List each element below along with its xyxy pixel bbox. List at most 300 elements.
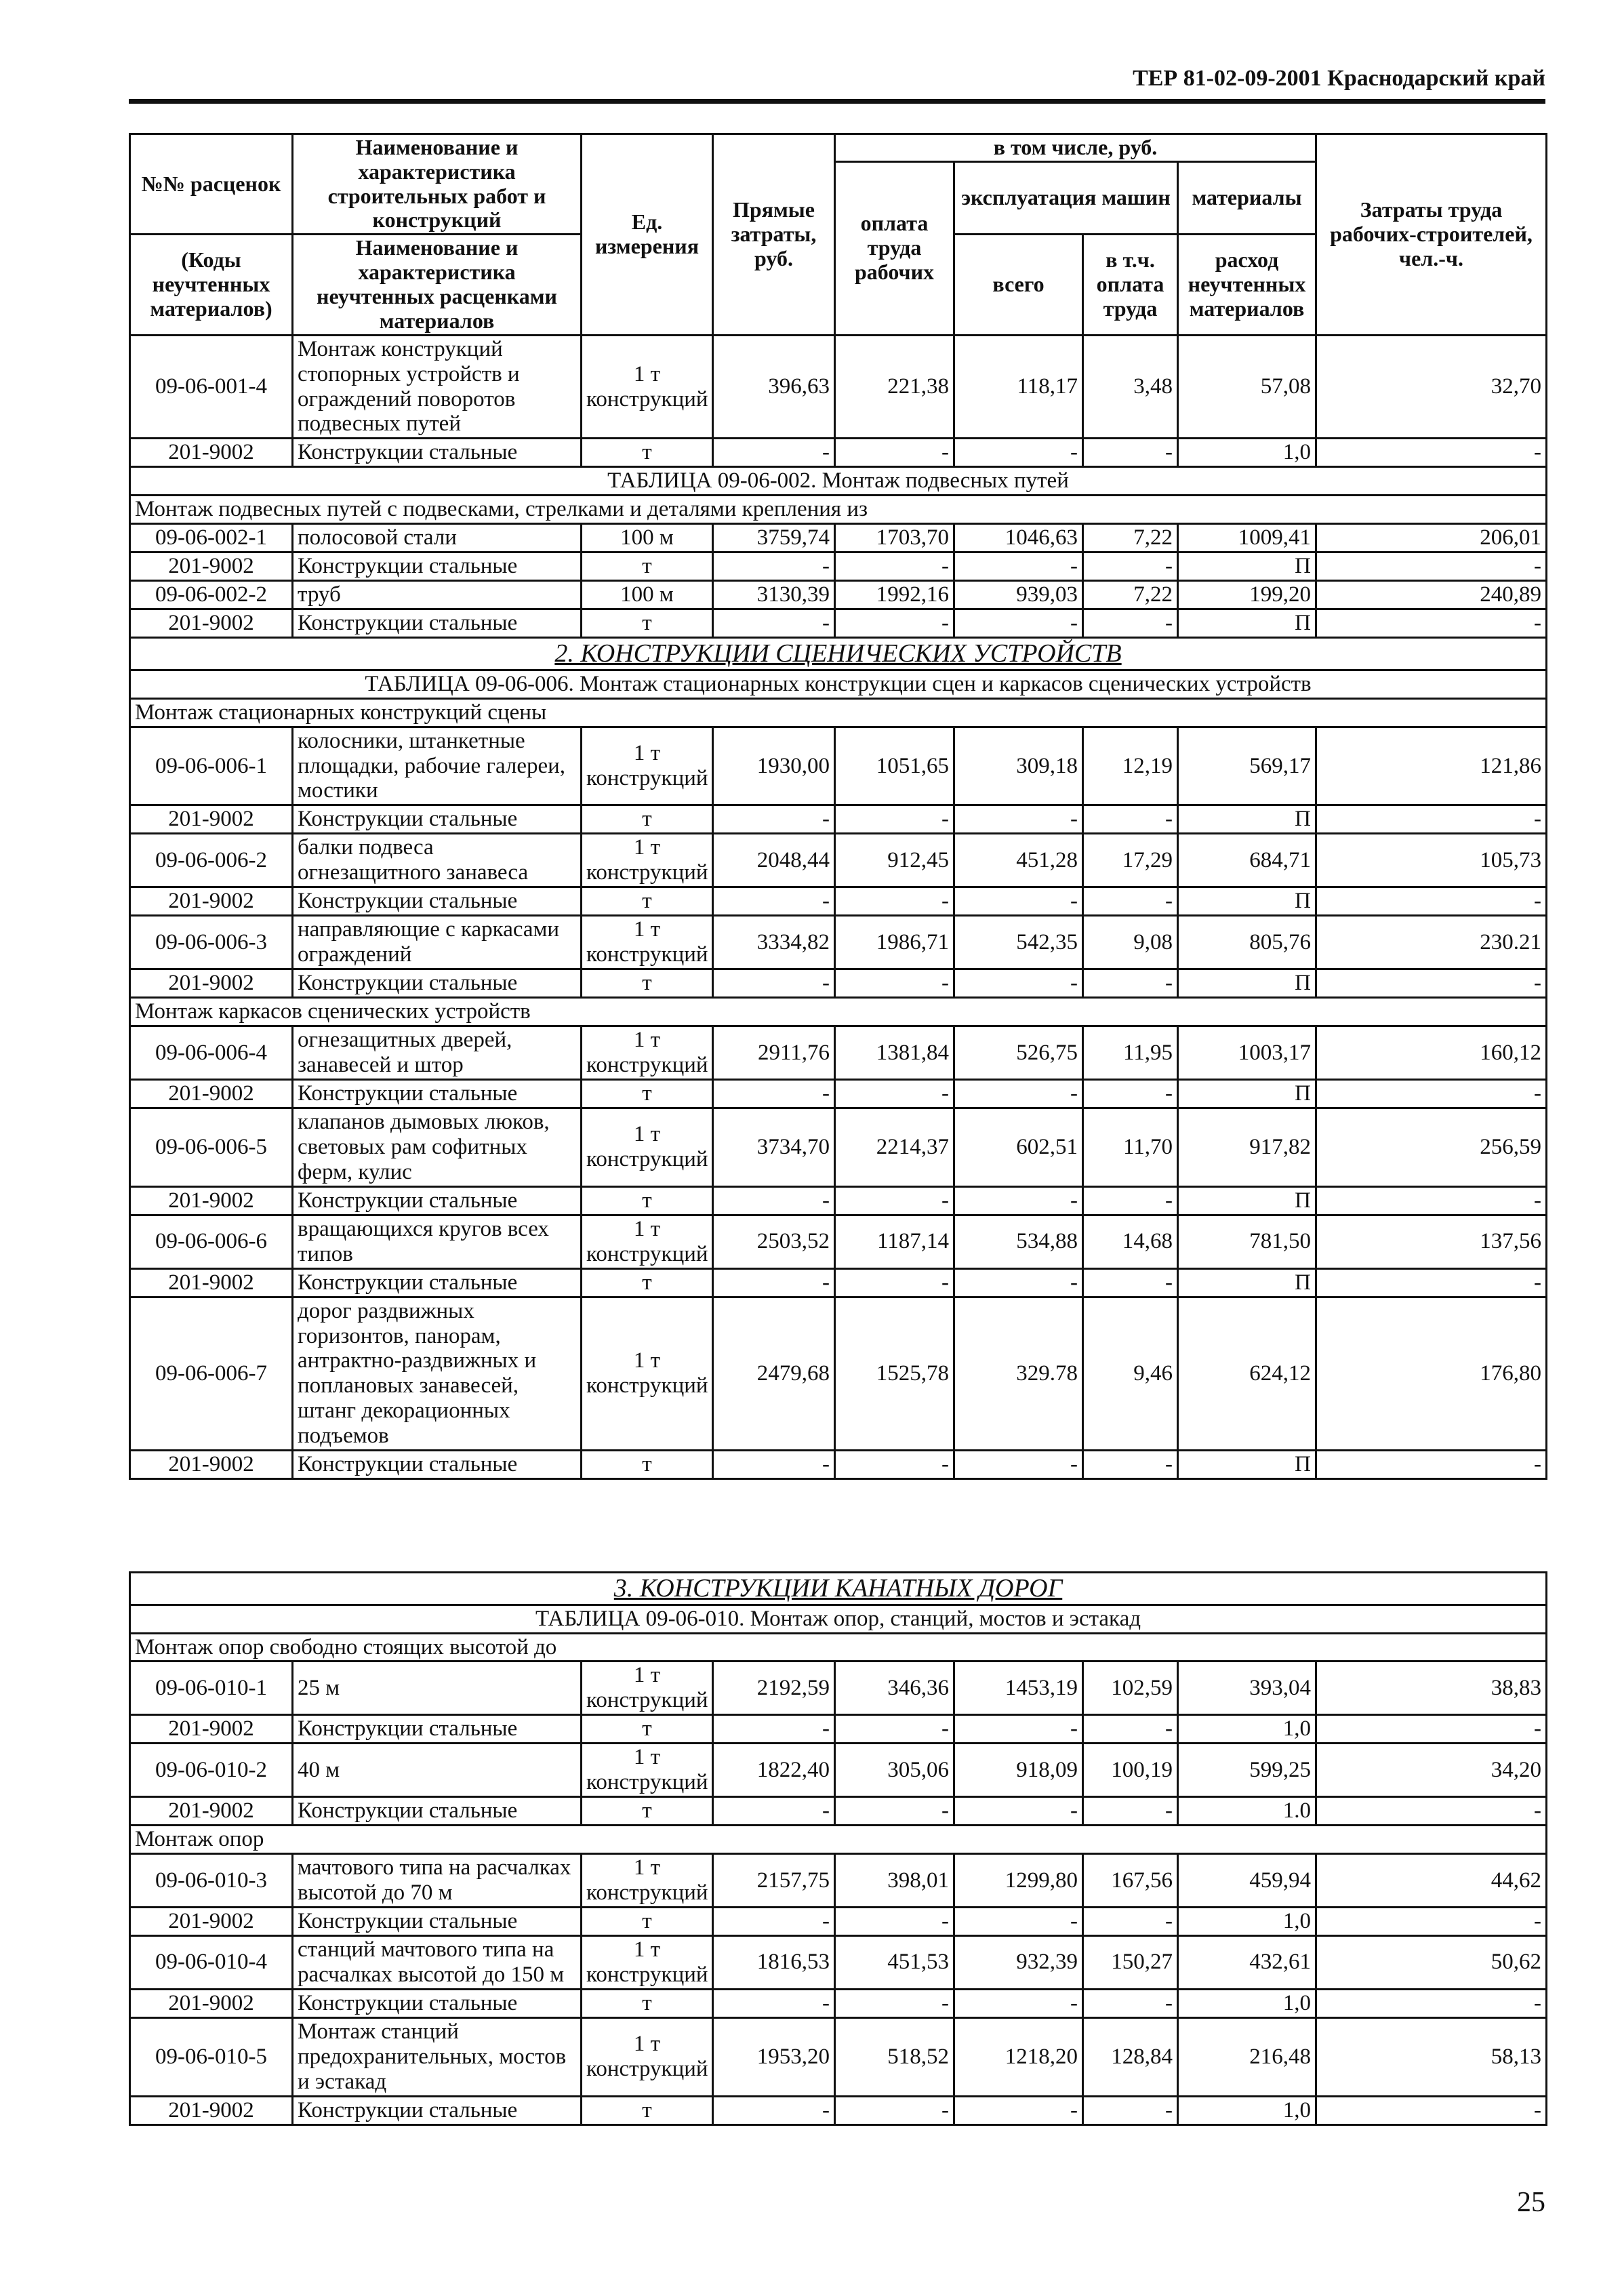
work-name-cell: 40 м	[293, 1744, 582, 1797]
machines-total-cell: -	[954, 439, 1083, 467]
wages-cell: 912,45	[835, 834, 954, 887]
machines-wages-cell: -	[1083, 1989, 1178, 2017]
unit-cell: т	[582, 1451, 713, 1479]
labor-cell: -	[1316, 552, 1547, 581]
work-name-cell: Монтаж конструкций стопорных устройств и ограждений поворотов подвесных путей	[293, 335, 582, 439]
table-row	[130, 1186, 1547, 1215]
table-row	[130, 1268, 1547, 1297]
wages-cell: -	[835, 1797, 954, 1826]
table-title-row	[130, 467, 1547, 496]
labor-cell: -	[1316, 1989, 1547, 2017]
machines-total-cell: 602,51	[954, 1108, 1083, 1186]
section-title: 2. КОНСТРУКЦИИ СЦЕНИЧЕСКИХ УСТРОЙСТВ	[130, 638, 1547, 670]
table-title-row	[130, 670, 1547, 698]
unit-cell: т	[582, 1908, 713, 1936]
work-name-cell: труб	[293, 581, 582, 609]
col-code-header: №№ расценок	[130, 134, 293, 235]
col-wages-header: оплата труда рабочих	[835, 161, 954, 335]
direct-cost-cell: -	[713, 1715, 835, 1744]
machines-total-cell: 1453,19	[954, 1661, 1083, 1715]
direct-cost-cell: -	[713, 887, 835, 916]
unit-cell: 1 т конструкций	[582, 1744, 713, 1797]
labor-cell: 176,80	[1316, 1297, 1547, 1451]
materials-cell: 57,08	[1178, 335, 1316, 439]
rates-table-main	[129, 133, 1547, 1480]
labor-cell: 32,70	[1316, 335, 1547, 439]
rate-code-cell: 09-06-010-3	[130, 1854, 293, 1908]
rate-code-cell: 201-9002	[130, 969, 293, 998]
labor-cell: -	[1316, 439, 1547, 467]
materials-cell: 1,0	[1178, 439, 1316, 467]
rate-code-cell: 201-9002	[130, 439, 293, 467]
col-materials-subheader: расход неучтенных материалов	[1178, 235, 1316, 335]
wages-cell: 1986,71	[835, 916, 954, 969]
machines-wages-cell: 12,19	[1083, 727, 1178, 805]
labor-cell: -	[1316, 969, 1547, 998]
machines-wages-cell: -	[1083, 2096, 1178, 2124]
labor-cell: 50,62	[1316, 1935, 1547, 1989]
materials-cell: 684,71	[1178, 834, 1316, 887]
wages-cell: -	[835, 1268, 954, 1297]
unit-cell: 1 т конструкций	[582, 1854, 713, 1908]
machines-total-cell: -	[954, 1715, 1083, 1744]
table-title-row	[130, 1605, 1547, 1633]
work-name-cell: Конструкции стальные	[293, 1268, 582, 1297]
machines-wages-cell: 9,08	[1083, 916, 1178, 969]
direct-cost-cell: 3334,82	[713, 916, 835, 969]
subgroup-title-row	[130, 698, 1547, 727]
table-row	[130, 1854, 1547, 1908]
table-row	[130, 1797, 1547, 1826]
direct-cost-cell: 2157,75	[713, 1854, 835, 1908]
work-name-cell: Конструкции стальные	[293, 1451, 582, 1479]
work-name-cell: вращающихся кругов всех типов	[293, 1215, 582, 1268]
table-title: ТАБЛИЦА 09-06-002. Монтаж подвесных путей	[130, 467, 1547, 496]
table-row	[130, 609, 1547, 638]
materials-cell: П	[1178, 1186, 1316, 1215]
wages-cell: -	[835, 552, 954, 581]
table-row	[130, 1215, 1547, 1268]
wages-cell: -	[835, 2096, 954, 2124]
machines-wages-cell: -	[1083, 1797, 1178, 1826]
labor-cell: 230.21	[1316, 916, 1547, 969]
labor-cell: -	[1316, 1908, 1547, 1936]
section-title: 3. КОНСТРУКЦИИ КАНАТНЫХ ДОРОГ	[130, 1573, 1547, 1605]
unit-cell: т	[582, 1715, 713, 1744]
labor-cell: 256,59	[1316, 1108, 1547, 1186]
direct-cost-cell: -	[713, 439, 835, 467]
work-name-cell: Конструкции стальные	[293, 1797, 582, 1826]
machines-total-cell: -	[954, 1079, 1083, 1108]
table-row	[130, 916, 1547, 969]
machines-wages-cell: 9,46	[1083, 1297, 1178, 1451]
work-name-cell: Конструкции стальные	[293, 1989, 582, 2017]
materials-cell: 1,0	[1178, 1908, 1316, 1936]
subgroup-title-row	[130, 1633, 1547, 1661]
wages-cell: 398,01	[835, 1854, 954, 1908]
table-row	[130, 1108, 1547, 1186]
unit-cell: т	[582, 609, 713, 638]
work-name-cell: Конструкции стальные	[293, 887, 582, 916]
wages-cell: -	[835, 609, 954, 638]
materials-cell: 1,0	[1178, 1989, 1316, 2017]
machines-total-cell: -	[954, 1908, 1083, 1936]
wages-cell: 1187,14	[835, 1215, 954, 1268]
direct-cost-cell: -	[713, 969, 835, 998]
direct-cost-cell: 2479,68	[713, 1297, 835, 1451]
col-machines-total-header: всего	[954, 235, 1083, 335]
section-title-row	[130, 1573, 1547, 1605]
machines-total-cell: -	[954, 2096, 1083, 2124]
work-name-cell: балки подвеса огнезащитного занавеса	[293, 834, 582, 887]
work-name-cell: Конструкции стальные	[293, 1186, 582, 1215]
wages-cell: 1992,16	[835, 581, 954, 609]
wages-cell: 1051,65	[835, 727, 954, 805]
unit-cell: 1 т конструкций	[582, 1026, 713, 1080]
rate-code-cell: 09-06-006-1	[130, 727, 293, 805]
labor-cell: -	[1316, 2096, 1547, 2124]
labor-cell: 206,01	[1316, 524, 1547, 552]
labor-cell: 240,89	[1316, 581, 1547, 609]
machines-total-cell: -	[954, 552, 1083, 581]
labor-cell: -	[1316, 1797, 1547, 1826]
table-row	[130, 1661, 1547, 1715]
col-unit-header: Ед. измерения	[582, 134, 713, 336]
work-name-cell: Монтаж станций предохранительных, мостов и эстакад	[293, 2017, 582, 2096]
work-name-cell: огнезащитных дверей, занавесей и штор	[293, 1026, 582, 1080]
materials-cell: 1.0	[1178, 1797, 1316, 1826]
rate-code-cell: 09-06-010-2	[130, 1744, 293, 1797]
direct-cost-cell: 1953,20	[713, 2017, 835, 2096]
wages-cell: 1703,70	[835, 524, 954, 552]
unit-cell: 1 т конструкций	[582, 335, 713, 439]
machines-wages-cell: 3,48	[1083, 335, 1178, 439]
materials-cell: П	[1178, 552, 1316, 581]
rate-code-cell: 201-9002	[130, 1989, 293, 2017]
machines-wages-cell: 167,56	[1083, 1854, 1178, 1908]
rate-code-cell: 201-9002	[130, 1908, 293, 1936]
machines-total-cell: 932,39	[954, 1935, 1083, 1989]
rate-code-cell: 201-9002	[130, 1715, 293, 1744]
labor-cell: -	[1316, 887, 1547, 916]
labor-cell: -	[1316, 1451, 1547, 1479]
work-name-cell: Конструкции стальные	[293, 2096, 582, 2124]
materials-cell: 781,50	[1178, 1215, 1316, 1268]
subgroup-title: Монтаж каркасов сценических устройств	[130, 998, 1547, 1026]
machines-total-cell: -	[954, 1186, 1083, 1215]
materials-cell: 393,04	[1178, 1661, 1316, 1715]
machines-total-cell: 534,88	[954, 1215, 1083, 1268]
table-title: ТАБЛИЦА 09-06-006. Монтаж стационарных конструкции сцен и каркасов сценических устройств	[130, 670, 1547, 698]
unit-cell: 1 т конструкций	[582, 1661, 713, 1715]
machines-wages-cell: 14,68	[1083, 1215, 1178, 1268]
unit-cell: т	[582, 439, 713, 467]
work-name-cell: Конструкции стальные	[293, 1715, 582, 1744]
materials-cell: 1003,17	[1178, 1026, 1316, 1080]
rate-code-cell: 09-06-006-6	[130, 1215, 293, 1268]
document-header: ТЕР 81-02-09-2001 Краснодарский край	[129, 58, 1545, 104]
machines-total-cell: -	[954, 1989, 1083, 2017]
materials-cell: 1,0	[1178, 1715, 1316, 1744]
wages-cell: -	[835, 439, 954, 467]
table-row	[130, 834, 1547, 887]
rate-code-cell: 09-06-006-2	[130, 834, 293, 887]
machines-wages-cell: -	[1083, 609, 1178, 638]
unit-cell: т	[582, 552, 713, 581]
materials-cell: 1009,41	[1178, 524, 1316, 552]
table-row	[130, 2017, 1547, 2096]
rates-table-continued	[129, 1571, 1547, 2126]
machines-total-cell: -	[954, 609, 1083, 638]
table-row	[130, 1026, 1547, 1080]
direct-cost-cell: 3759,74	[713, 524, 835, 552]
machines-total-cell: -	[954, 1268, 1083, 1297]
subgroup-title: Монтаж стационарных конструкций сцены	[130, 698, 1547, 727]
table-title: ТАБЛИЦА 09-06-010. Монтаж опор, станций, мостов и эстакад	[130, 1605, 1547, 1633]
rate-code-cell: 201-9002	[130, 1079, 293, 1108]
col-machines-header: эксплуатация машин	[954, 161, 1178, 234]
unit-cell: т	[582, 805, 713, 834]
direct-cost-cell: 1822,40	[713, 1744, 835, 1797]
materials-cell: П	[1178, 1268, 1316, 1297]
machines-wages-cell: -	[1083, 1715, 1178, 1744]
wages-cell: 518,52	[835, 2017, 954, 2096]
wages-cell: 221,38	[835, 335, 954, 439]
machines-total-cell: 939,03	[954, 581, 1083, 609]
machines-total-cell: 918,09	[954, 1744, 1083, 1797]
subgroup-title-row	[130, 496, 1547, 524]
rate-code-cell: 09-06-006-4	[130, 1026, 293, 1080]
materials-cell: 599,25	[1178, 1744, 1316, 1797]
machines-wages-cell: -	[1083, 1451, 1178, 1479]
rate-code-cell: 201-9002	[130, 887, 293, 916]
direct-cost-cell: -	[713, 1079, 835, 1108]
rate-code-cell: 09-06-010-4	[130, 1935, 293, 1989]
direct-cost-cell: -	[713, 2096, 835, 2124]
unit-cell: 100 м	[582, 581, 713, 609]
table-row	[130, 439, 1547, 467]
col-materials-header: материалы	[1178, 161, 1316, 234]
direct-cost-cell: -	[713, 1451, 835, 1479]
table-row	[130, 805, 1547, 834]
unit-cell: 1 т конструкций	[582, 1215, 713, 1268]
rate-code-cell: 09-06-002-2	[130, 581, 293, 609]
table-row	[130, 1989, 1547, 2017]
materials-cell: П	[1178, 609, 1316, 638]
machines-wages-cell: -	[1083, 1079, 1178, 1108]
materials-cell: П	[1178, 969, 1316, 998]
machines-wages-cell: -	[1083, 1268, 1178, 1297]
work-name-cell: Конструкции стальные	[293, 1079, 582, 1108]
machines-total-cell: 118,17	[954, 335, 1083, 439]
materials-cell: 459,94	[1178, 1854, 1316, 1908]
rate-code-cell: 201-9002	[130, 1451, 293, 1479]
direct-cost-cell: -	[713, 1797, 835, 1826]
direct-cost-cell: -	[713, 1186, 835, 1215]
labor-cell: 137,56	[1316, 1215, 1547, 1268]
direct-cost-cell: 396,63	[713, 335, 835, 439]
machines-wages-cell: -	[1083, 439, 1178, 467]
materials-cell: 216,48	[1178, 2017, 1316, 2096]
table-row	[130, 1297, 1547, 1451]
rate-code-cell: 09-06-006-3	[130, 916, 293, 969]
col-name-subheader: Наименование и характеристика неучтенных расценками материалов	[293, 235, 582, 335]
machines-total-cell: -	[954, 969, 1083, 998]
wages-cell: 346,36	[835, 1661, 954, 1715]
machines-wages-cell: -	[1083, 1908, 1178, 1936]
table-row	[130, 1079, 1547, 1108]
work-name-cell: станций мачтового типа на расчалках высотой до 150 м	[293, 1935, 582, 1989]
rate-code-cell: 09-06-010-1	[130, 1661, 293, 1715]
wages-cell: -	[835, 1715, 954, 1744]
direct-cost-cell: 2192,59	[713, 1661, 835, 1715]
labor-cell: 105,73	[1316, 834, 1547, 887]
wages-cell: 1525,78	[835, 1297, 954, 1451]
table-row	[130, 2096, 1547, 2124]
machines-total-cell: -	[954, 1451, 1083, 1479]
wages-cell: 1381,84	[835, 1026, 954, 1080]
table-row	[130, 727, 1547, 805]
machines-total-cell: 542,35	[954, 916, 1083, 969]
machines-wages-cell: -	[1083, 887, 1178, 916]
unit-cell: 1 т конструкций	[582, 1297, 713, 1451]
wages-cell: -	[835, 1079, 954, 1108]
labor-cell: 38,83	[1316, 1661, 1547, 1715]
machines-wages-cell: 102,59	[1083, 1661, 1178, 1715]
machines-total-cell: 1218,20	[954, 2017, 1083, 2096]
labor-cell: 58,13	[1316, 2017, 1547, 2096]
rate-code-cell: 201-9002	[130, 609, 293, 638]
direct-cost-cell: -	[713, 1989, 835, 2017]
work-name-cell: Конструкции стальные	[293, 609, 582, 638]
direct-cost-cell: 1930,00	[713, 727, 835, 805]
col-labor-header: Затраты труда рабочих-строителей, чел.-ч.	[1316, 134, 1547, 336]
materials-cell: 805,76	[1178, 916, 1316, 969]
direct-cost-cell: 1816,53	[713, 1935, 835, 1989]
col-direct-header: Прямые затраты, руб.	[713, 134, 835, 336]
col-code-subheader: (Коды неучтенных материалов)	[130, 235, 293, 335]
direct-cost-cell: 2048,44	[713, 834, 835, 887]
materials-cell: П	[1178, 805, 1316, 834]
unit-cell: т	[582, 1797, 713, 1826]
unit-cell: 1 т конструкций	[582, 727, 713, 805]
work-name-cell: Конструкции стальные	[293, 805, 582, 834]
table-row	[130, 1744, 1547, 1797]
work-name-cell: направляющие с каркасами ограждений	[293, 916, 582, 969]
labor-cell: -	[1316, 805, 1547, 834]
unit-cell: т	[582, 1079, 713, 1108]
machines-wages-cell: -	[1083, 805, 1178, 834]
unit-cell: 100 м	[582, 524, 713, 552]
subgroup-title-row	[130, 998, 1547, 1026]
direct-cost-cell: -	[713, 1908, 835, 1936]
wages-cell: -	[835, 805, 954, 834]
machines-total-cell: 1046,63	[954, 524, 1083, 552]
machines-wages-cell: 7,22	[1083, 524, 1178, 552]
unit-cell: т	[582, 1186, 713, 1215]
materials-cell: 917,82	[1178, 1108, 1316, 1186]
direct-cost-cell: 2911,76	[713, 1026, 835, 1080]
machines-wages-cell: 11,70	[1083, 1108, 1178, 1186]
labor-cell: 121,86	[1316, 727, 1547, 805]
direct-cost-cell: 3130,39	[713, 581, 835, 609]
rate-code-cell: 201-9002	[130, 1186, 293, 1215]
table-row	[130, 581, 1547, 609]
machines-wages-cell: -	[1083, 552, 1178, 581]
materials-cell: 1,0	[1178, 2096, 1316, 2124]
work-name-cell: мачтового типа на расчалках высотой до 70 м	[293, 1854, 582, 1908]
machines-total-cell: 451,28	[954, 834, 1083, 887]
labor-cell: -	[1316, 1268, 1547, 1297]
direct-cost-cell: -	[713, 805, 835, 834]
work-name-cell: Конструкции стальные	[293, 552, 582, 581]
machines-total-cell: 526,75	[954, 1026, 1083, 1080]
unit-cell: 1 т конструкций	[582, 1108, 713, 1186]
machines-total-cell: -	[954, 1797, 1083, 1826]
table-row	[130, 552, 1547, 581]
work-name-cell: дорог раздвижных горизонтов, панорам, антрактно-раздвижных и поплановых занавесей, штанг декорационных подъемов	[293, 1297, 582, 1451]
rate-code-cell: 201-9002	[130, 1268, 293, 1297]
machines-wages-cell: -	[1083, 969, 1178, 998]
unit-cell: 1 т конструкций	[582, 1935, 713, 1989]
machines-wages-cell: 128,84	[1083, 2017, 1178, 2096]
rate-code-cell: 09-06-010-5	[130, 2017, 293, 2096]
table-row	[130, 524, 1547, 552]
wages-cell: 2214,37	[835, 1108, 954, 1186]
machines-wages-cell: 11,95	[1083, 1026, 1178, 1080]
work-name-cell: Конструкции стальные	[293, 439, 582, 467]
machines-wages-cell: 100,19	[1083, 1744, 1178, 1797]
table-row	[130, 969, 1547, 998]
table-row	[130, 335, 1547, 439]
machines-total-cell: -	[954, 887, 1083, 916]
subgroup-title: Монтаж подвесных путей с подвесками, стрелками и деталями крепления из	[130, 496, 1547, 524]
table-row	[130, 1935, 1547, 1989]
direct-cost-cell: -	[713, 609, 835, 638]
machines-wages-cell: -	[1083, 1186, 1178, 1215]
wages-cell: -	[835, 1451, 954, 1479]
unit-cell: т	[582, 969, 713, 998]
table-row	[130, 887, 1547, 916]
wages-cell: -	[835, 1186, 954, 1215]
unit-cell: 1 т конструкций	[582, 2017, 713, 2096]
rate-code-cell: 201-9002	[130, 2096, 293, 2124]
table-row	[130, 1908, 1547, 1936]
machines-total-cell: 309,18	[954, 727, 1083, 805]
rate-code-cell: 201-9002	[130, 552, 293, 581]
materials-cell: 432,61	[1178, 1935, 1316, 1989]
materials-cell: П	[1178, 1451, 1316, 1479]
labor-cell: -	[1316, 1079, 1547, 1108]
work-name-cell: Конструкции стальные	[293, 1908, 582, 1936]
table-row	[130, 1715, 1547, 1744]
table-header	[130, 134, 1547, 336]
rate-code-cell: 09-06-006-5	[130, 1108, 293, 1186]
machines-wages-cell: 17,29	[1083, 834, 1178, 887]
labor-cell: 160,12	[1316, 1026, 1547, 1080]
machines-wages-cell: 150,27	[1083, 1935, 1178, 1989]
wages-cell: -	[835, 887, 954, 916]
direct-cost-cell: 3734,70	[713, 1108, 835, 1186]
materials-cell: П	[1178, 1079, 1316, 1108]
section-title-row	[130, 638, 1547, 670]
labor-cell: -	[1316, 1186, 1547, 1215]
unit-cell: 1 т конструкций	[582, 834, 713, 887]
materials-cell: П	[1178, 887, 1316, 916]
materials-cell: 624,12	[1178, 1297, 1316, 1451]
labor-cell: 44,62	[1316, 1854, 1547, 1908]
work-name-cell: клапанов дымовых люков, световых рам софитных ферм, кулис	[293, 1108, 582, 1186]
